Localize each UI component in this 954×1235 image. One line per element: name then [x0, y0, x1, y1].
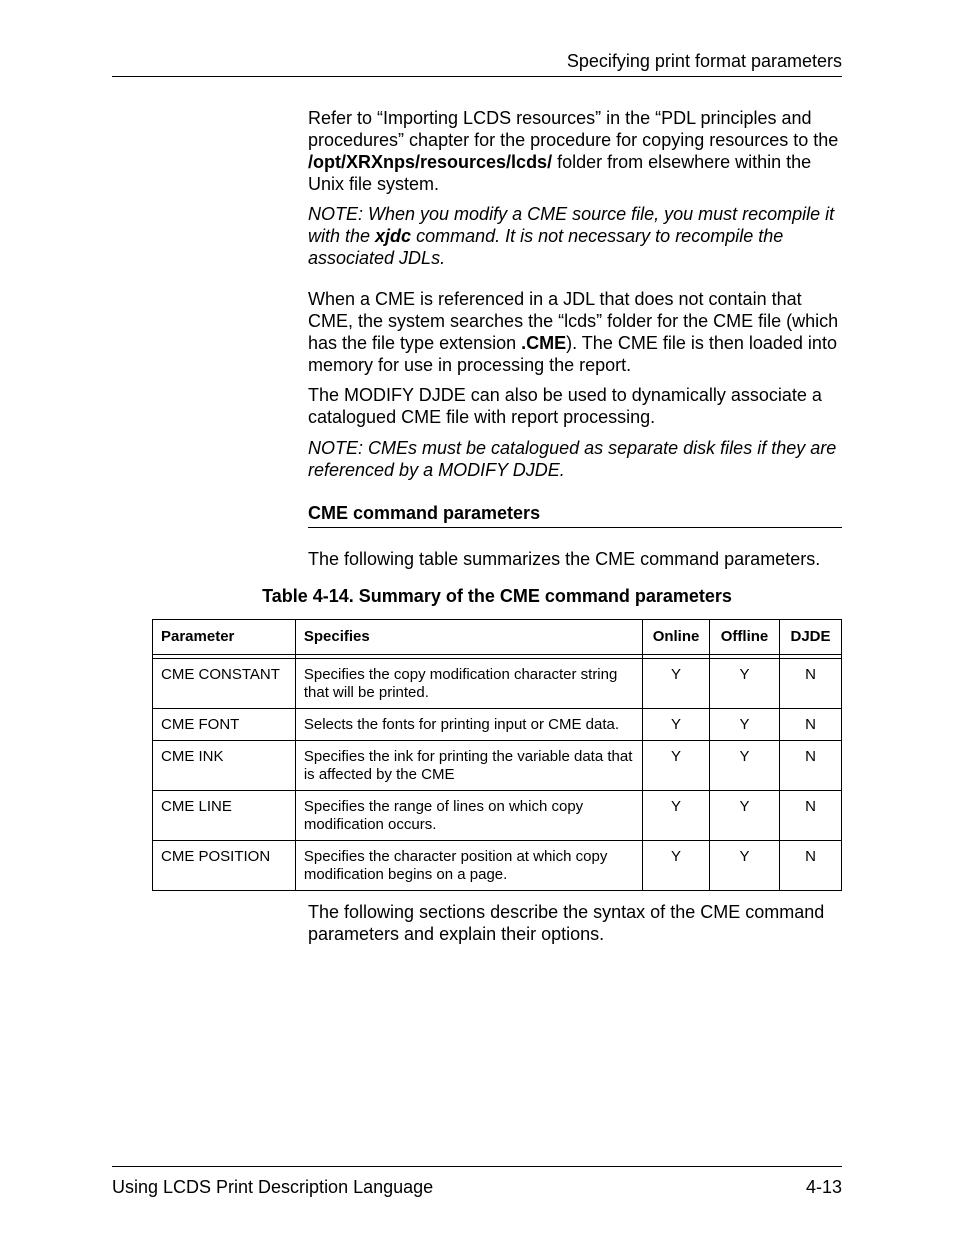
closing-paragraph: The following sections describe the syntax of the CME command parameters and explain their options.: [308, 902, 825, 944]
table-row: [153, 709, 842, 741]
cell-parameter: CME INK: [153, 741, 296, 791]
col-header-djde: DJDE: [779, 620, 841, 655]
table-row: [153, 659, 842, 709]
cell-offline: Y: [710, 659, 780, 709]
cell-specifies: Specifies the range of lines on which copy modification occurs.: [295, 791, 642, 841]
file-extension: .CME: [521, 333, 567, 353]
cell-offline: Y: [710, 841, 780, 891]
cell-djde: N: [779, 841, 841, 891]
command-name: xjdc: [375, 226, 412, 246]
page-number: 4-13: [805, 1177, 842, 1197]
footer-title: Using LCDS Print Description Language: [112, 1177, 434, 1197]
cell-online: Y: [643, 741, 710, 791]
cell-parameter: CME FONT: [153, 709, 296, 741]
cell-offline: Y: [710, 709, 780, 741]
intro-text-end: folder from elsewhere within the Unix file system.: [308, 152, 812, 194]
cell-specifies: Specifies the copy modification character string that will be printed.: [295, 659, 642, 709]
table-row: [153, 791, 842, 841]
running-header: Specifying print format parameters: [566, 51, 842, 71]
cell-specifies: Specifies the character position at which copy modification begins on a page.: [295, 841, 642, 891]
col-header-offline: Offline: [710, 620, 780, 655]
modify-djde-paragraph: [308, 384, 842, 428]
note-recompile: [308, 203, 842, 269]
cme-parameters-table: [152, 619, 842, 891]
col-header-specifies: Specifies: [295, 620, 642, 655]
note-text: NOTE: When you modify a CME source file, you must recompile it with the: [308, 204, 835, 246]
cell-online: Y: [643, 791, 710, 841]
reference-text-end: ). The CME file is then loaded into memory for use in processing the report.: [308, 333, 837, 375]
cell-djde: N: [779, 659, 841, 709]
modify-djde-text: The MODIFY DJDE can also be used to dynamically associate a catalogued CME file with report processing.: [308, 385, 822, 427]
cell-online: Y: [643, 659, 710, 709]
table-caption: Table 4-14. Summary of the CME command parameters: [262, 586, 732, 606]
resource-path: /opt/XRXnps/resources/lcds/: [308, 152, 553, 172]
cell-djde: N: [779, 709, 841, 741]
cell-parameter: CME CONSTANT: [153, 659, 296, 709]
section-heading: CME command parameters: [308, 503, 541, 523]
cell-specifies: Specifies the ink for printing the variable data that is affected by the CME: [295, 741, 642, 791]
table-row: [153, 741, 842, 791]
cell-specifies: Selects the fonts for printing input or CME data.: [295, 709, 642, 741]
cell-offline: Y: [710, 741, 780, 791]
cell-djde: N: [779, 791, 841, 841]
note-catalogued: [308, 437, 842, 481]
intro-text: Refer to “Importing LCDS resources” in the “PDL principles and procedures” chapter for the procedure for copying resources to the: [308, 108, 839, 150]
col-header-parameter: Parameter: [153, 620, 296, 655]
intro-paragraph: [308, 107, 842, 195]
table-header-row: [153, 620, 842, 655]
section-rule: [308, 527, 842, 528]
footer-rule: [112, 1166, 842, 1167]
cme-reference-paragraph: [308, 288, 842, 376]
header-rule: [112, 76, 842, 77]
note-text-end: command. It is not necessary to recompile the associated JDLs.: [308, 226, 784, 268]
cell-offline: Y: [710, 791, 780, 841]
table-row: [153, 841, 842, 891]
col-header-online: Online: [643, 620, 710, 655]
cell-online: Y: [643, 709, 710, 741]
cell-online: Y: [643, 841, 710, 891]
table-summary-text: The following table summarizes the CME command parameters.: [308, 549, 821, 569]
cell-parameter: CME POSITION: [153, 841, 296, 891]
cell-parameter: CME LINE: [153, 791, 296, 841]
reference-text: When a CME is referenced in a JDL that does not contain that CME, the system searches the “lcds” folder for the CME file (which has the file type extension: [308, 289, 839, 353]
note-catalogued-text: NOTE: CMEs must be catalogued as separate disk files if they are referenced by a MODIFY DJDE.: [308, 438, 837, 480]
cell-djde: N: [779, 741, 841, 791]
